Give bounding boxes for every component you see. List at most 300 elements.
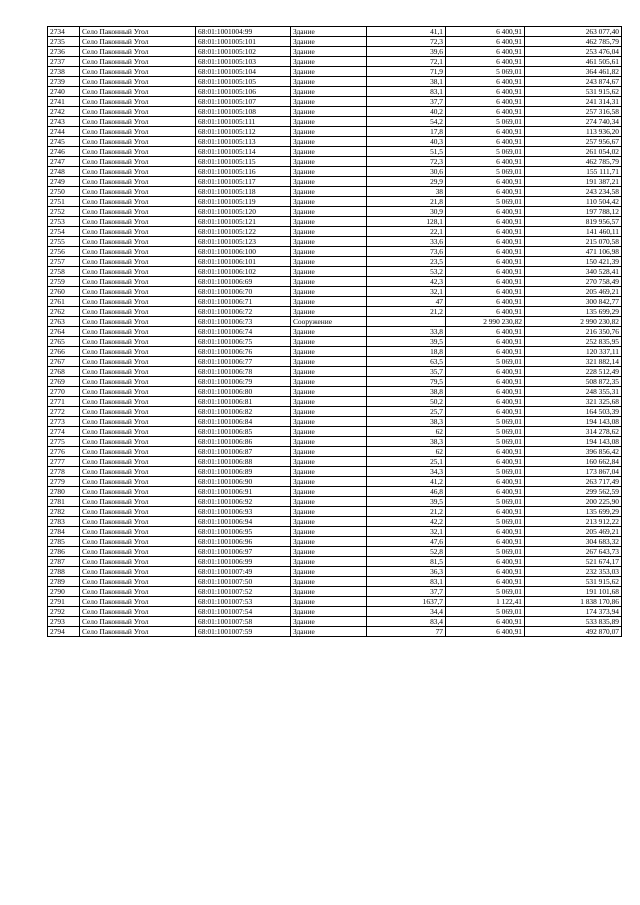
cadastral-value-cell: 135 699,29 [525,307,622,317]
locality-cell: Село Паконный Угол [80,437,196,447]
locality-cell: Село Паконный Угол [80,167,196,177]
cadastral-value-cell: 155 111,71 [525,167,622,177]
unit-value-cell: 6 400,91 [446,507,525,517]
locality-cell: Село Паконный Угол [80,357,196,367]
area-cell: 37,7 [367,97,446,107]
table-row [48,447,622,457]
locality-cell: Село Паконный Угол [80,587,196,597]
cadastral-number-cell: 68:01:1001007:53 [196,597,291,607]
row-number-cell: 2761 [48,297,80,307]
table-row [48,377,622,387]
table-row [48,127,622,137]
cadastral-value-cell: 521 674,17 [525,557,622,567]
unit-value-cell: 6 400,91 [446,327,525,337]
area-cell: 81,5 [367,557,446,567]
object-type-cell: Здание [291,157,367,167]
row-number-cell: 2776 [48,447,80,457]
table-row [48,457,622,467]
cadastral-value-cell: 1 838 170,86 [525,597,622,607]
object-type-cell: Здание [291,97,367,107]
cadastral-number-cell: 68:01:1001006:70 [196,287,291,297]
row-number-cell: 2788 [48,567,80,577]
cadastral-number-cell: 68:01:1001006:89 [196,467,291,477]
row-number-cell: 2753 [48,217,80,227]
unit-value-cell: 5 069,01 [446,117,525,127]
row-number-cell: 2748 [48,167,80,177]
row-number-cell: 2768 [48,367,80,377]
table-row [48,437,622,447]
cadastral-value-cell: 194 143,08 [525,437,622,447]
locality-cell: Село Паконный Угол [80,97,196,107]
row-number-cell: 2755 [48,237,80,247]
locality-cell: Село Паконный Угол [80,67,196,77]
locality-cell: Село Паконный Угол [80,87,196,97]
cadastral-number-cell: 68:01:1001006:75 [196,337,291,347]
table-row [48,327,622,337]
cadastral-number-cell: 68:01:1001007:52 [196,587,291,597]
object-type-cell: Здание [291,207,367,217]
area-cell: 83,1 [367,577,446,587]
locality-cell: Село Паконный Угол [80,187,196,197]
area-cell: 21,2 [367,507,446,517]
cadastral-number-cell: 68:01:1001006:73 [196,317,291,327]
area-cell: 30,9 [367,207,446,217]
unit-value-cell: 6 400,91 [446,347,525,357]
object-type-cell: Здание [291,607,367,617]
locality-cell: Село Паконный Угол [80,147,196,157]
cadastral-value-cell: 205 469,21 [525,287,622,297]
area-cell: 51,5 [367,147,446,157]
cadastral-value-cell: 340 528,41 [525,267,622,277]
table-row [48,67,622,77]
locality-cell: Село Паконный Угол [80,377,196,387]
table-row [48,517,622,527]
unit-value-cell: 6 400,91 [446,267,525,277]
area-cell: 52,8 [367,547,446,557]
table-row [48,257,622,267]
row-number-cell: 2790 [48,587,80,597]
cadastral-value-cell: 164 503,39 [525,407,622,417]
area-cell: 38 [367,187,446,197]
unit-value-cell: 5 069,01 [446,197,525,207]
object-type-cell: Здание [291,37,367,47]
cadastral-number-cell: 68:01:1001006:88 [196,457,291,467]
table-row [48,157,622,167]
locality-cell: Село Паконный Угол [80,257,196,267]
locality-cell: Село Паконный Угол [80,407,196,417]
object-type-cell: Здание [291,537,367,547]
unit-value-cell: 5 069,01 [446,357,525,367]
locality-cell: Село Паконный Угол [80,127,196,137]
cadastral-number-cell: 68:01:1001005:119 [196,197,291,207]
row-number-cell: 2742 [48,107,80,117]
cadastral-number-cell: 68:01:1001006:80 [196,387,291,397]
cadastral-value-cell: 174 373,94 [525,607,622,617]
row-number-cell: 2794 [48,627,80,637]
row-number-cell: 2775 [48,437,80,447]
unit-value-cell: 6 400,91 [446,307,525,317]
cadastral-value-cell: 508 872,35 [525,377,622,387]
locality-cell: Село Паконный Угол [80,247,196,257]
cadastral-number-cell: 68:01:1001006:76 [196,347,291,357]
cadastral-value-cell: 471 106,98 [525,247,622,257]
row-number-cell: 2751 [48,197,80,207]
row-number-cell: 2786 [48,547,80,557]
table-row [48,177,622,187]
locality-cell: Село Паконный Угол [80,567,196,577]
area-cell: 54,2 [367,117,446,127]
property-table [47,26,622,637]
unit-value-cell: 6 400,91 [446,107,525,117]
locality-cell: Село Паконный Угол [80,597,196,607]
object-type-cell: Здание [291,237,367,247]
unit-value-cell: 6 400,91 [446,627,525,637]
table-row [48,627,622,637]
object-type-cell: Здание [291,117,367,127]
object-type-cell: Здание [291,427,367,437]
table-row [48,267,622,277]
locality-cell: Село Паконный Угол [80,317,196,327]
unit-value-cell: 6 400,91 [446,457,525,467]
table-row [48,37,622,47]
row-number-cell: 2767 [48,357,80,367]
cadastral-value-cell: 461 505,61 [525,57,622,67]
row-number-cell: 2783 [48,517,80,527]
object-type-cell: Здание [291,577,367,587]
unit-value-cell: 6 400,91 [446,127,525,137]
object-type-cell: Здание [291,597,367,607]
area-cell: 62 [367,427,446,437]
cadastral-value-cell: 531 915,62 [525,577,622,587]
locality-cell: Село Паконный Угол [80,347,196,357]
area-cell: 21,2 [367,307,446,317]
table-row [48,617,622,627]
unit-value-cell: 5 069,01 [446,417,525,427]
area-cell: 46,8 [367,487,446,497]
area-cell: 63,5 [367,357,446,367]
object-type-cell: Здание [291,127,367,137]
unit-value-cell: 6 400,91 [446,617,525,627]
cadastral-value-cell: 228 512,49 [525,367,622,377]
cadastral-number-cell: 68:01:1001005:102 [196,47,291,57]
unit-value-cell: 6 400,91 [446,487,525,497]
object-type-cell: Здание [291,357,367,367]
area-cell: 34,3 [367,467,446,477]
area-cell: 38,8 [367,387,446,397]
unit-value-cell: 5 069,01 [446,497,525,507]
cadastral-number-cell: 68:01:1001006:93 [196,507,291,517]
unit-value-cell: 5 069,01 [446,547,525,557]
object-type-cell: Здание [291,137,367,147]
object-type-cell: Здание [291,497,367,507]
cadastral-value-cell: 173 867,04 [525,467,622,477]
object-type-cell: Здание [291,327,367,337]
locality-cell: Село Паконный Угол [80,417,196,427]
cadastral-value-cell: 197 788,12 [525,207,622,217]
cadastral-number-cell: 68:01:1001005:121 [196,217,291,227]
area-cell: 32,1 [367,287,446,297]
cadastral-number-cell: 68:01:1001005:104 [196,67,291,77]
object-type-cell: Здание [291,617,367,627]
table-row [48,297,622,307]
cadastral-value-cell: 304 683,32 [525,537,622,547]
unit-value-cell: 6 400,91 [446,377,525,387]
unit-value-cell: 6 400,91 [446,387,525,397]
unit-value-cell: 6 400,91 [446,577,525,587]
locality-cell: Село Паконный Угол [80,27,196,37]
cadastral-number-cell: 68:01:1001005:122 [196,227,291,237]
cadastral-value-cell: 241 314,31 [525,97,622,107]
object-type-cell: Здание [291,487,367,497]
table-row [48,217,622,227]
area-cell: 72,3 [367,37,446,47]
locality-cell: Село Паконный Угол [80,497,196,507]
object-type-cell: Здание [291,527,367,537]
table-row [48,27,622,37]
locality-cell: Село Паконный Угол [80,447,196,457]
table-row [48,207,622,217]
locality-cell: Село Паконный Угол [80,367,196,377]
locality-cell: Село Паконный Угол [80,607,196,617]
cadastral-number-cell: 68:01:1001006:100 [196,247,291,257]
area-cell: 47 [367,297,446,307]
table-row [48,167,622,177]
table-row [48,497,622,507]
cadastral-number-cell: 68:01:1001005:118 [196,187,291,197]
unit-value-cell: 6 400,91 [446,557,525,567]
row-number-cell: 2737 [48,57,80,67]
locality-cell: Село Паконный Угол [80,617,196,627]
row-number-cell: 2734 [48,27,80,37]
area-cell: 18,8 [367,347,446,357]
cadastral-value-cell: 492 870,07 [525,627,622,637]
area-cell: 83,4 [367,617,446,627]
cadastral-value-cell: 263 077,40 [525,27,622,37]
row-number-cell: 2750 [48,187,80,197]
object-type-cell: Сооружение [291,317,367,327]
unit-value-cell: 5 069,01 [446,427,525,437]
cadastral-value-cell: 216 350,76 [525,327,622,337]
cadastral-value-cell: 215 070,58 [525,237,622,247]
locality-cell: Село Паконный Угол [80,327,196,337]
row-number-cell: 2779 [48,477,80,487]
locality-cell: Село Паконный Угол [80,487,196,497]
row-number-cell: 2754 [48,227,80,237]
cadastral-number-cell: 68:01:1001005:116 [196,167,291,177]
area-cell: 22,1 [367,227,446,237]
unit-value-cell: 2 990 230,82 [446,317,525,327]
object-type-cell: Здание [291,177,367,187]
row-number-cell: 2758 [48,267,80,277]
cadastral-number-cell: 68:01:1001006:96 [196,537,291,547]
object-type-cell: Здание [291,87,367,97]
unit-value-cell: 5 069,01 [446,467,525,477]
object-type-cell: Здание [291,297,367,307]
area-cell: 29,9 [367,177,446,187]
unit-value-cell: 6 400,91 [446,407,525,417]
row-number-cell: 2771 [48,397,80,407]
cadastral-number-cell: 68:01:1001006:87 [196,447,291,457]
row-number-cell: 2738 [48,67,80,77]
cadastral-number-cell: 68:01:1001005:115 [196,157,291,167]
cadastral-number-cell: 68:01:1001005:103 [196,57,291,67]
row-number-cell: 2787 [48,557,80,567]
cadastral-value-cell: 299 562,59 [525,487,622,497]
table-row [48,107,622,117]
cadastral-value-cell: 462 785,79 [525,157,622,167]
unit-value-cell: 6 400,91 [446,447,525,457]
locality-cell: Село Паконный Угол [80,57,196,67]
row-number-cell: 2752 [48,207,80,217]
row-number-cell: 2791 [48,597,80,607]
area-cell: 25,1 [367,457,446,467]
area-cell: 17,8 [367,127,446,137]
table-row [48,597,622,607]
row-number-cell: 2769 [48,377,80,387]
area-cell: 50,2 [367,397,446,407]
unit-value-cell: 6 400,91 [446,247,525,257]
cadastral-number-cell: 68:01:1001006:79 [196,377,291,387]
object-type-cell: Здание [291,67,367,77]
row-number-cell: 2774 [48,427,80,437]
area-cell: 41,2 [367,477,446,487]
object-type-cell: Здание [291,167,367,177]
object-type-cell: Здание [291,417,367,427]
cadastral-number-cell: 68:01:1001006:77 [196,357,291,367]
cadastral-value-cell: 243 874,67 [525,77,622,87]
table-row [48,477,622,487]
cadastral-value-cell: 191 101,68 [525,587,622,597]
unit-value-cell: 1 122,41 [446,597,525,607]
object-type-cell: Здание [291,267,367,277]
unit-value-cell: 6 400,91 [446,207,525,217]
unit-value-cell: 5 069,01 [446,517,525,527]
locality-cell: Село Паконный Угол [80,107,196,117]
table-row [48,277,622,287]
cadastral-number-cell: 68:01:1001005:120 [196,207,291,217]
row-number-cell: 2739 [48,77,80,87]
cadastral-number-cell: 68:01:1001005:113 [196,137,291,147]
cadastral-value-cell: 253 476,04 [525,47,622,57]
unit-value-cell: 6 400,91 [446,57,525,67]
cadastral-value-cell: 205 469,21 [525,527,622,537]
cadastral-number-cell: 68:01:1001005:105 [196,77,291,87]
area-cell: 32,1 [367,527,446,537]
locality-cell: Село Паконный Угол [80,37,196,47]
locality-cell: Село Паконный Угол [80,77,196,87]
row-number-cell: 2749 [48,177,80,187]
area-cell: 23,5 [367,257,446,267]
table-row [48,57,622,67]
unit-value-cell: 6 400,91 [446,87,525,97]
cadastral-value-cell: 257 316,58 [525,107,622,117]
locality-cell: Село Паконный Угол [80,577,196,587]
table-row [48,427,622,437]
cadastral-number-cell: 68:01:1001006:92 [196,497,291,507]
locality-cell: Село Паконный Угол [80,207,196,217]
row-number-cell: 2763 [48,317,80,327]
row-number-cell: 2764 [48,327,80,337]
cadastral-value-cell: 819 956,57 [525,217,622,227]
cadastral-number-cell: 68:01:1001005:117 [196,177,291,187]
row-number-cell: 2746 [48,147,80,157]
unit-value-cell: 6 400,91 [446,137,525,147]
object-type-cell: Здание [291,57,367,67]
cadastral-number-cell: 68:01:1001006:69 [196,277,291,287]
object-type-cell: Здание [291,47,367,57]
row-number-cell: 2757 [48,257,80,267]
locality-cell: Село Паконный Угол [80,237,196,247]
row-number-cell: 2735 [48,37,80,47]
table-row [48,577,622,587]
unit-value-cell: 6 400,91 [446,527,525,537]
area-cell: 53,2 [367,267,446,277]
unit-value-cell: 6 400,91 [446,277,525,287]
table-row [48,357,622,367]
cadastral-value-cell: 274 740,34 [525,117,622,127]
table-row [48,197,622,207]
object-type-cell: Здание [291,77,367,87]
table-row [48,397,622,407]
locality-cell: Село Паконный Угол [80,267,196,277]
cadastral-number-cell: 68:01:1001006:91 [196,487,291,497]
locality-cell: Село Паконный Угол [80,227,196,237]
unit-value-cell: 6 400,91 [446,567,525,577]
cadastral-value-cell: 314 278,62 [525,427,622,437]
object-type-cell: Здание [291,567,367,577]
unit-value-cell: 6 400,91 [446,37,525,47]
cadastral-value-cell: 232 353,03 [525,567,622,577]
cadastral-value-cell: 270 758,49 [525,277,622,287]
row-number-cell: 2793 [48,617,80,627]
cadastral-value-cell: 300 842,77 [525,297,622,307]
unit-value-cell: 6 400,91 [446,297,525,307]
cadastral-value-cell: 257 956,67 [525,137,622,147]
object-type-cell: Здание [291,457,367,467]
area-cell: 38,3 [367,437,446,447]
cadastral-value-cell: 141 460,11 [525,227,622,237]
cadastral-value-cell: 248 355,31 [525,387,622,397]
area-cell: 128,1 [367,217,446,227]
object-type-cell: Здание [291,547,367,557]
locality-cell: Село Паконный Угол [80,547,196,557]
cadastral-number-cell: 68:01:1001004:99 [196,27,291,37]
area-cell: 34,4 [367,607,446,617]
area-cell: 79,5 [367,377,446,387]
locality-cell: Село Паконный Угол [80,47,196,57]
cadastral-value-cell: 321 882,14 [525,357,622,367]
locality-cell: Село Паконный Угол [80,527,196,537]
cadastral-number-cell: 68:01:1001006:95 [196,527,291,537]
area-cell: 72,3 [367,157,446,167]
object-type-cell: Здание [291,187,367,197]
unit-value-cell: 6 400,91 [446,257,525,267]
cadastral-value-cell: 364 461,82 [525,67,622,77]
cadastral-number-cell: 68:01:1001006:101 [196,257,291,267]
locality-cell: Село Паконный Угол [80,477,196,487]
row-number-cell: 2744 [48,127,80,137]
cadastral-number-cell: 68:01:1001006:84 [196,417,291,427]
area-cell: 42,3 [367,277,446,287]
table-body [48,27,622,637]
area-cell: 39,5 [367,337,446,347]
row-number-cell: 2780 [48,487,80,497]
area-cell: 35,7 [367,367,446,377]
object-type-cell: Здание [291,247,367,257]
object-type-cell: Здание [291,407,367,417]
cadastral-number-cell: 68:01:1001006:86 [196,437,291,447]
cadastral-value-cell: 261 054,02 [525,147,622,157]
